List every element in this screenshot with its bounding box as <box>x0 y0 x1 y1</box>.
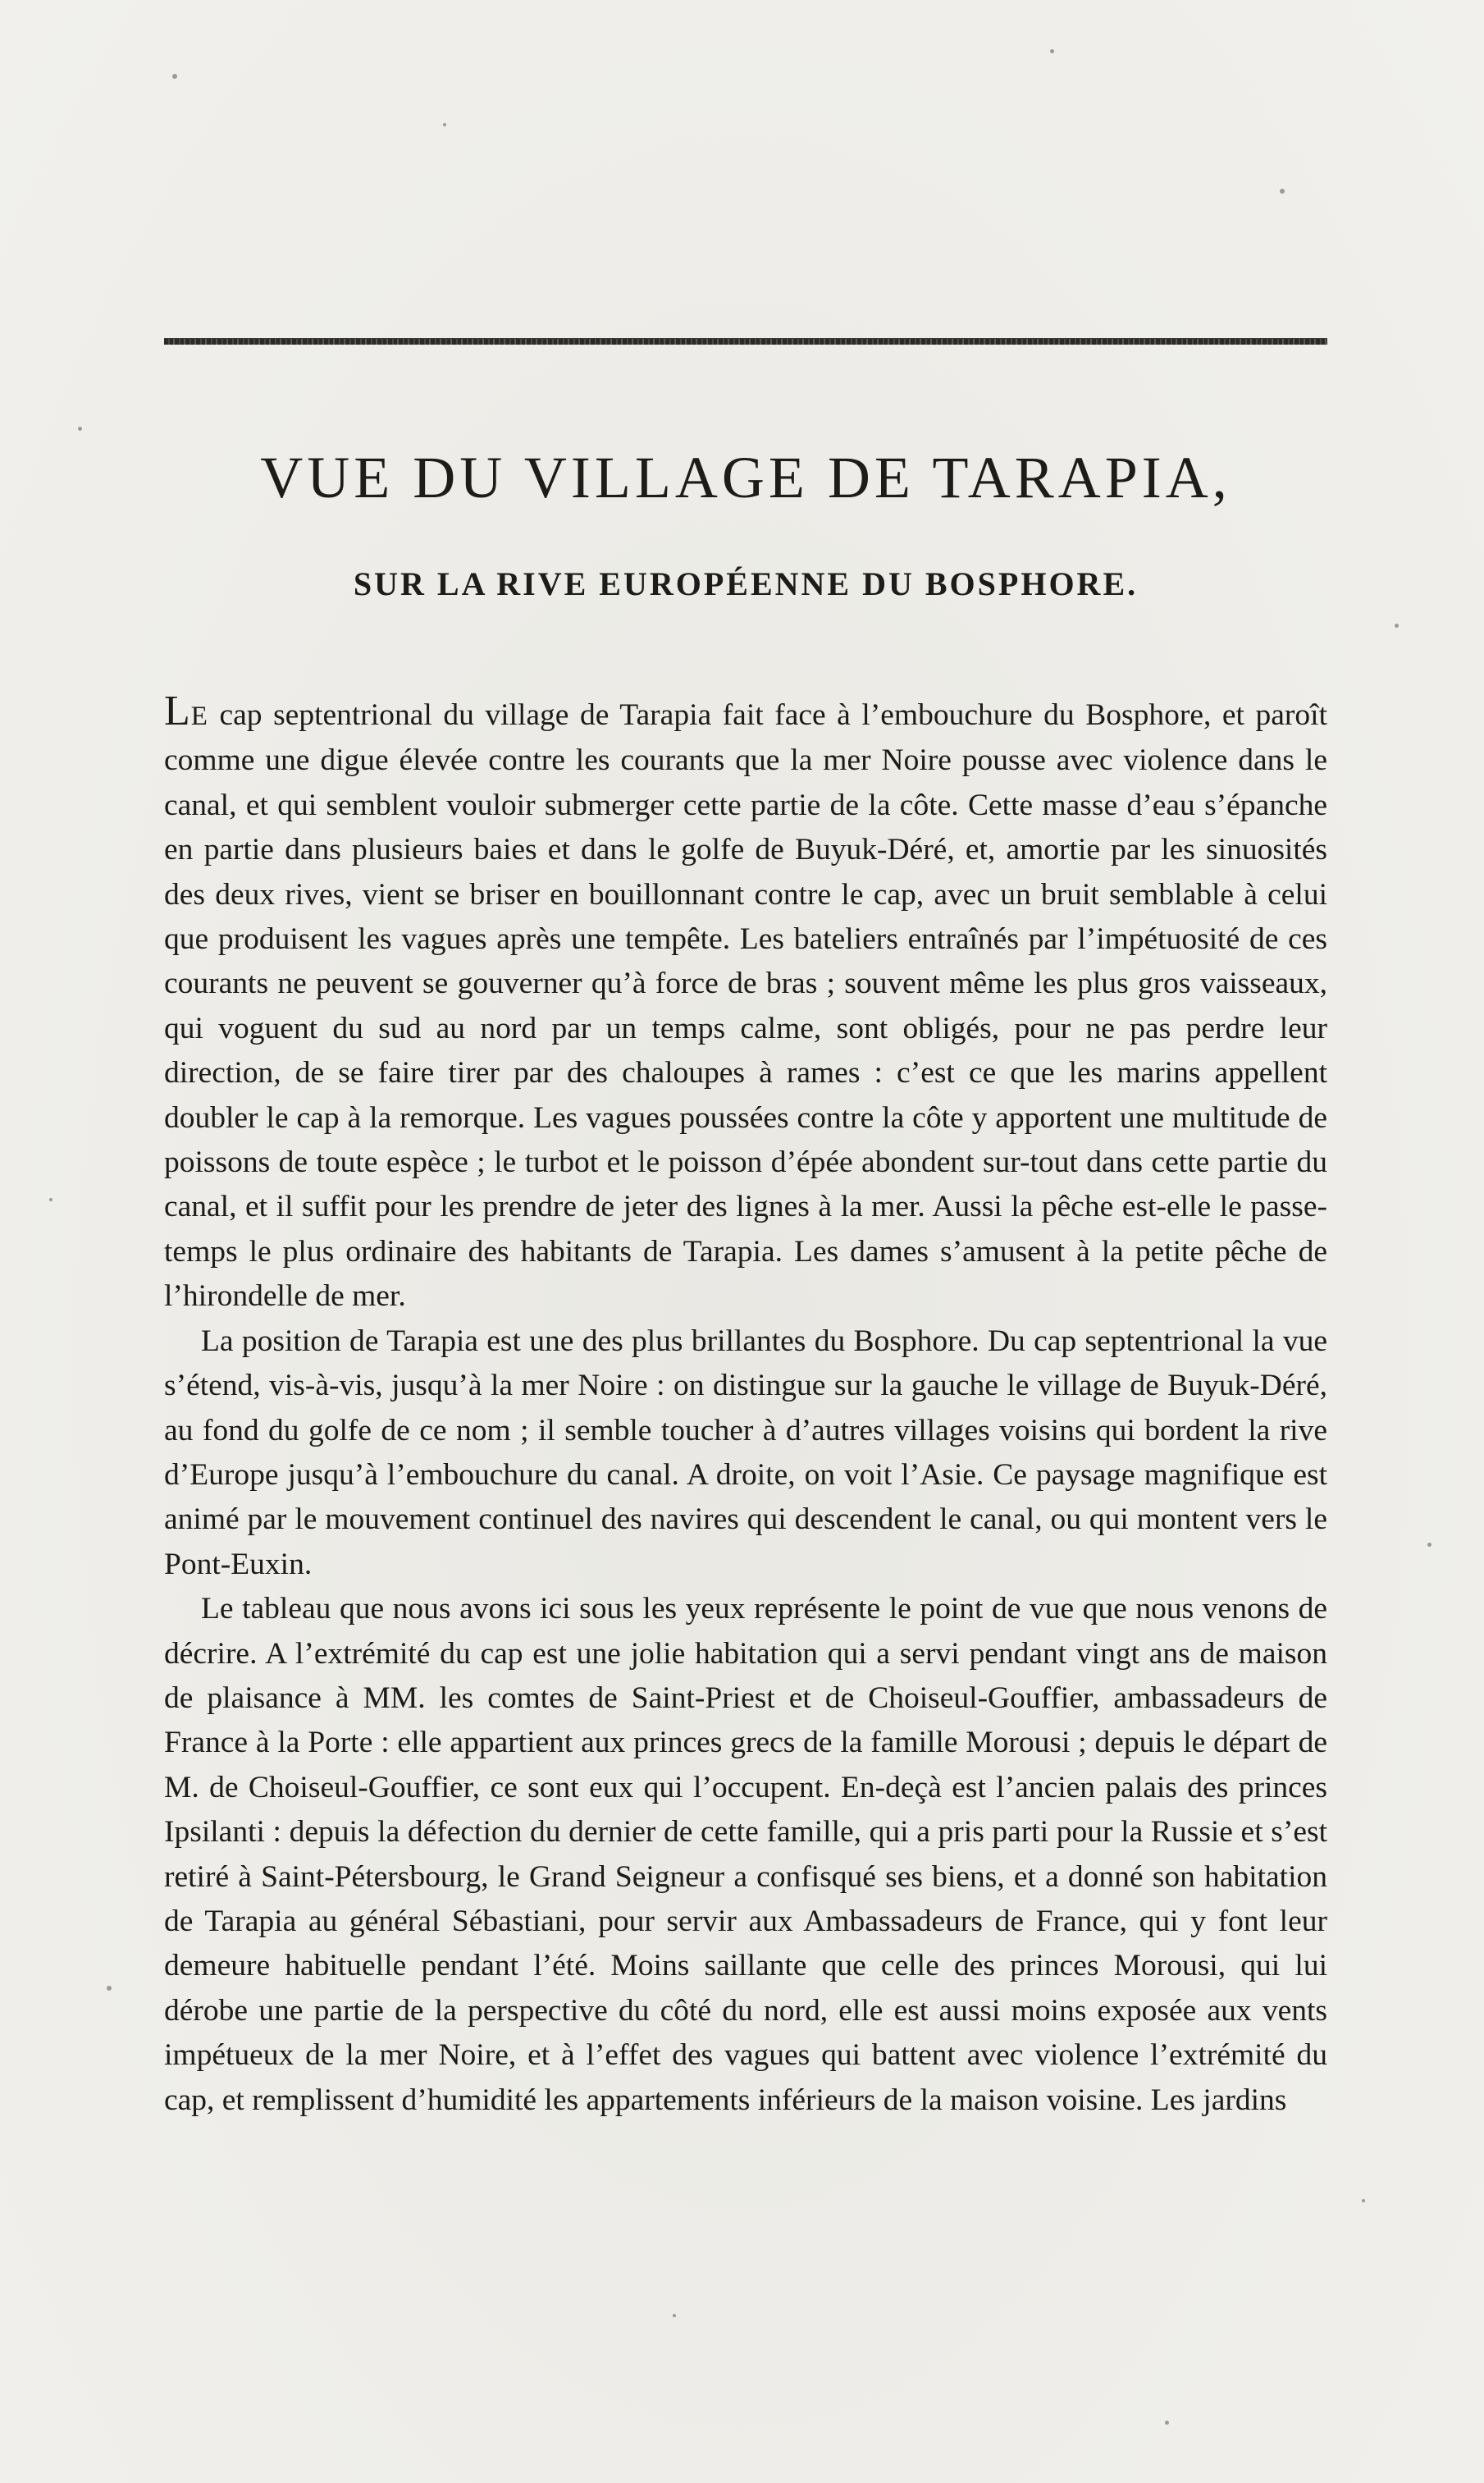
paragraph-2: La position de Tarapia est une des plus brillantes du Bosphore. Du cap septentrional la vue s’étend, vis-à-vis, jusqu’à la mer Noire : on distingue sur la gauche le village de Buyuk-Déré, au fond du golfe de ce nom ; il semble toucher à d’autres villages voisins qui bordent la rive d’Europe jusqu’à l’embouchure du canal. A droite, on voit l’Asie. Ce paysage magnifique est animé par le mouvement continuel des navires qui descendent le canal, ou qui montent vers le Pont-Euxin. <box>164 1324 1327 1581</box>
foxing-speck <box>49 1198 53 1201</box>
drop-cap: L <box>164 688 191 734</box>
foxing-speck <box>172 74 177 79</box>
foxing-speck <box>1395 624 1399 628</box>
header-rule <box>164 338 1327 345</box>
foxing-speck <box>78 427 82 431</box>
foxing-speck <box>443 123 446 126</box>
foxing-speck <box>1165 2421 1169 2425</box>
body-text <box>164 689 1327 2123</box>
foxing-speck <box>673 2314 676 2317</box>
foxing-speck <box>1050 49 1054 53</box>
foxing-speck <box>1362 2199 1365 2202</box>
paragraph-1-text: cap septentrional du village de Tarapia fait face à l’embouchure du Bosphore, et paroît comme une digue élevée contre les courants que la mer Noire pousse avec violence dans le canal, et qui semblent vouloir submerger cette partie de la côte. Cette masse d’eau s’épanche en partie dans plusieurs baies et dans le golfe de Buyuk-Déré, et, amortie par les sinuosités des deux rives, vient se briser en bouillonnant contre le cap, avec un bruit semblable à celui que produisent les vagues après une tempête. Les bateliers entraînés par l’impétuosité de ces courants ne peuvent se gouverner qu’à force de bras ; souvent même les plus gros vaisseaux, qui voguent du sud au nord par un temps calme, sont obligés, pour ne pas perdre leur direction, de se faire tirer par des chaloupes à rames : c’est ce que les marins appellent doubler le cap à la remorque. Les vagues poussées contre la côte y apportent une multitude de poissons de toute espèce ; le turbot et le poisson d’épée abondent sur-tout dans cette partie du canal, et il suffit pour les prendre de jeter des lignes à la mer. Aussi la pêche est-elle le passe-temps le plus ordinaire des habitants de Tarapia. Les dames s’amusent à la petite pêche de l’hirondelle de mer. <box>164 698 1327 1314</box>
page-subtitle: SUR LA RIVE EUROPÉENNE DU BOSPHORE. <box>353 565 1139 602</box>
foxing-speck <box>1427 1543 1431 1547</box>
small-cap: E <box>190 702 208 731</box>
paragraph-1 <box>164 689 1327 1319</box>
page-title: VUE DU VILLAGE DE TARAPIA, <box>260 445 1231 510</box>
foxing-speck <box>107 1986 112 1991</box>
paragraph-3: Le tableau que nous avons ici sous les yeux représente le point de vue que nous venons de décrire. A l’extrémité du cap est une jolie habitation qui a servi pendant vingt ans de maison de plaisance à MM. les comtes de Saint-Priest et de Choiseul-Gouffier, ambassadeurs de France à la Porte : elle appartient aux princes grecs de la famille Morousi ; depuis le départ de M. de Choiseul-Gouffier, ce sont eux qui l’occupent. En-deçà est l’ancien palais des princes Ipsilanti : depuis la défection du dernier de cette famille, qui a pris parti pour la Russie et s’est retiré à Saint-Pétersbourg, le Grand Seigneur a confisqué ses biens, et a donné son habitation de Tarapia au général Sébastiani, pour servir aux Ambassadeurs de France, qui y font leur demeure habituelle pendant l’été. Moins saillante que celle des princes Morousi, qui lui dérobe une partie de la perspective du côté du nord, elle est aussi moins exposée aux vents impétueux de la mer Noire, et à l’effet des vagues qui battent avec violence l’extrémité du cap, et remplissent d’humidité les appartements inférieurs de la maison voisine. Les jardins <box>164 1592 1327 2117</box>
foxing-speck <box>1280 189 1285 194</box>
